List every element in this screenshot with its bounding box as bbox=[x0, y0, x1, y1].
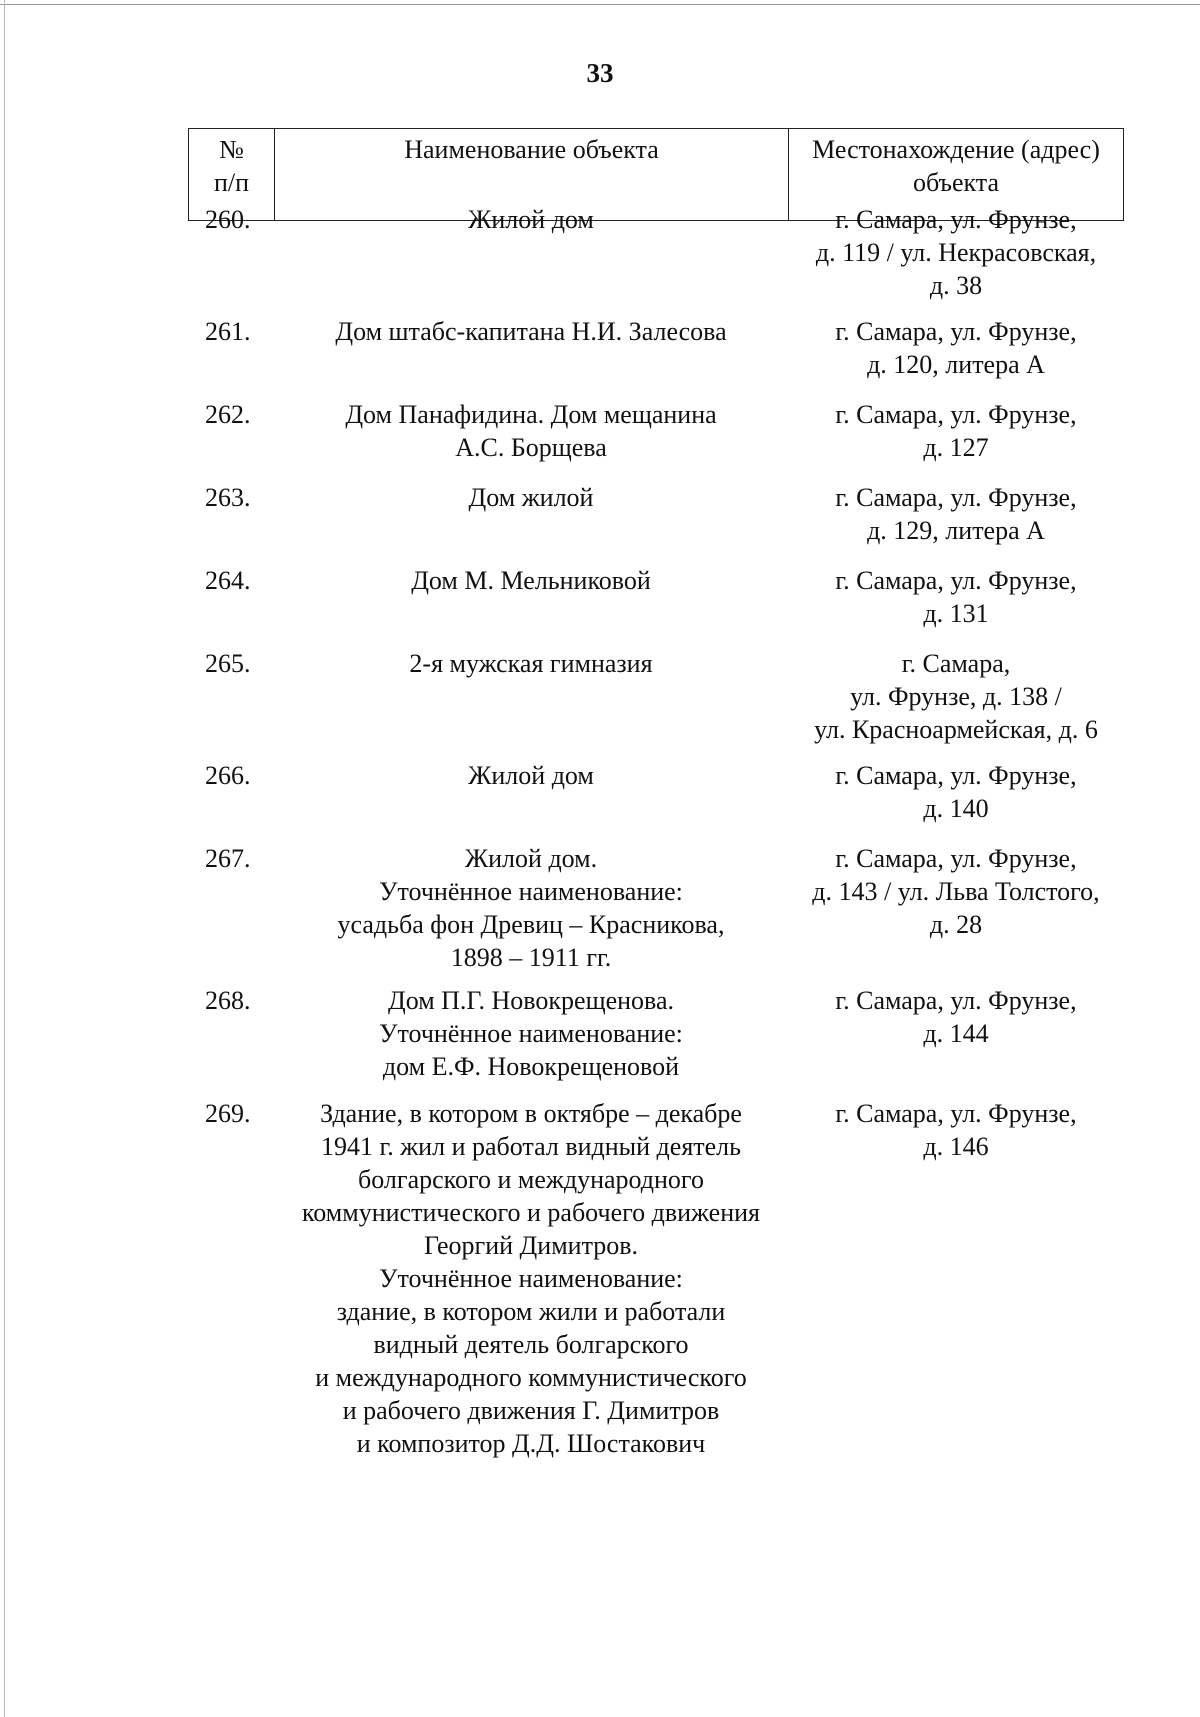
header-col-name-line: Наименование объекта bbox=[404, 135, 659, 164]
object-address-line: д. 129, литера А bbox=[867, 516, 1045, 545]
object-address bbox=[788, 481, 1124, 547]
object-name-line: здание, в котором жили и работали bbox=[336, 1297, 726, 1326]
object-name bbox=[274, 398, 788, 464]
object-address-line: д. 144 bbox=[923, 1019, 989, 1048]
object-address bbox=[788, 647, 1124, 746]
object-name-line: Жилой дом bbox=[468, 205, 594, 234]
object-name bbox=[274, 481, 788, 547]
object-name-line: А.С. Борщева bbox=[455, 433, 607, 462]
object-name-line: 1898 – 1911 гг. bbox=[450, 943, 612, 972]
object-name-line: Дом П.Г. Новокрещенова. bbox=[387, 986, 675, 1015]
object-address-line: г. Самара, ул. Фрунзе, bbox=[835, 844, 1077, 873]
object-name-line: Жилой дом. bbox=[464, 844, 598, 873]
object-name-line: Уточнённое наименование: bbox=[379, 1019, 683, 1048]
object-name-line: болгарского и международного bbox=[358, 1165, 704, 1194]
object-name bbox=[274, 564, 788, 630]
object-address-line: д. 38 bbox=[929, 271, 983, 300]
object-name-line: 1941 г. жил и работал видный деятель bbox=[320, 1132, 742, 1161]
object-name-line: и рабочего движения Г. Димитров bbox=[342, 1396, 720, 1425]
object-address-line: г. Самара, ул. Фрунзе, bbox=[835, 317, 1077, 346]
object-name-line: Здание, в котором в октябре – декабре bbox=[320, 1099, 742, 1128]
table-row bbox=[188, 481, 1124, 547]
object-name-line: и композитор Д.Д. Шостакович bbox=[356, 1429, 706, 1458]
row-number: 261. bbox=[205, 317, 251, 346]
header-col-address-line: Местонахождение (адрес) bbox=[812, 135, 1100, 164]
object-name-line: и международного коммунистического bbox=[315, 1363, 747, 1392]
header-col-number-line: п/п bbox=[213, 168, 250, 197]
object-address-line: д. 146 bbox=[923, 1132, 989, 1161]
row-number: 260. bbox=[205, 205, 251, 234]
object-address bbox=[788, 759, 1124, 825]
row-number: 265. bbox=[205, 649, 251, 678]
object-address-line: ул. Красноармейская, д. 6 bbox=[814, 715, 1098, 744]
object-address-line: г. Самара, ул. Фрунзе, bbox=[835, 986, 1077, 1015]
object-address bbox=[788, 203, 1124, 302]
table-row bbox=[188, 984, 1124, 1083]
row-number: 263. bbox=[205, 483, 251, 512]
object-name-line: дом Е.Ф. Новокрещеновой bbox=[382, 1052, 680, 1081]
object-address-line: д. 28 bbox=[929, 910, 983, 939]
object-name-line: Уточнённое наименование: bbox=[379, 877, 683, 906]
scan-edge-top bbox=[0, 4, 1200, 5]
object-address-line: ул. Фрунзе, д. 138 / bbox=[850, 682, 1062, 711]
object-name bbox=[274, 984, 788, 1083]
table-row bbox=[188, 315, 1124, 381]
object-name-line: коммунистического и рабочего движения bbox=[301, 1198, 760, 1227]
object-address bbox=[788, 398, 1124, 464]
object-address-line: г. Самара, ул. Фрунзе, bbox=[835, 566, 1077, 595]
page-number: 33 bbox=[586, 58, 614, 88]
object-address-line: д. 131 bbox=[923, 599, 989, 628]
object-address-line: д. 140 bbox=[923, 794, 989, 823]
object-address-line: г. Самара, ул. Фрунзе, bbox=[835, 1099, 1077, 1128]
object-address-line: д. 119 / ул. Некрасовская, bbox=[815, 238, 1097, 267]
table-row bbox=[188, 842, 1124, 974]
object-name-line: Уточнённое наименование: bbox=[379, 1264, 683, 1293]
row-number: 266. bbox=[205, 761, 251, 790]
object-address-line: г. Самара, ул. Фрунзе, bbox=[835, 205, 1077, 234]
header-col-number-line: № bbox=[219, 135, 244, 164]
object-address-line: г. Самара, bbox=[901, 649, 1011, 678]
object-address bbox=[788, 984, 1124, 1083]
object-name bbox=[274, 1097, 788, 1460]
object-address bbox=[788, 842, 1124, 974]
scan-edge-left bbox=[4, 0, 5, 1717]
object-name-line: Дом жилой bbox=[468, 483, 594, 512]
object-name-line: 2-я мужская гимназия bbox=[409, 649, 653, 678]
object-name bbox=[274, 759, 788, 825]
object-address-line: д. 143 / ул. Льва Толстого, bbox=[812, 877, 1100, 906]
object-address-line: г. Самара, ул. Фрунзе, bbox=[835, 483, 1077, 512]
object-name-line: Жилой дом bbox=[468, 761, 594, 790]
object-name bbox=[274, 315, 788, 381]
table-row bbox=[188, 1097, 1124, 1460]
object-name-line: Дом штабс-капитана Н.И. Залесова bbox=[335, 317, 727, 346]
object-address bbox=[788, 315, 1124, 381]
object-name-line: Дом Панафидина. Дом мещанина bbox=[345, 400, 717, 429]
row-number: 269. bbox=[205, 1099, 251, 1128]
row-number: 262. bbox=[205, 400, 251, 429]
object-name-line: Георгий Димитров. bbox=[423, 1231, 639, 1260]
object-name bbox=[274, 842, 788, 974]
object-address-line: г. Самара, ул. Фрунзе, bbox=[835, 400, 1077, 429]
object-address-line: д. 120, литера А bbox=[867, 350, 1045, 379]
object-name-line: видный деятель болгарского bbox=[373, 1330, 689, 1359]
table-row bbox=[188, 759, 1124, 825]
table-row bbox=[188, 203, 1124, 302]
row-number: 267. bbox=[205, 844, 251, 873]
row-number: 264. bbox=[205, 566, 251, 595]
object-name bbox=[274, 647, 788, 746]
table-row bbox=[188, 647, 1124, 746]
object-name-line: усадьба фон Древиц – Красникова, bbox=[337, 910, 725, 939]
row-number: 268. bbox=[205, 986, 251, 1015]
table-row bbox=[188, 564, 1124, 630]
table-row bbox=[188, 398, 1124, 464]
object-address bbox=[788, 564, 1124, 630]
object-address-line: д. 127 bbox=[923, 433, 989, 462]
object-name-line: Дом М. Мельниковой bbox=[411, 566, 651, 595]
object-name bbox=[274, 203, 788, 302]
object-address-line: г. Самара, ул. Фрунзе, bbox=[835, 761, 1077, 790]
header-col-address-line: объекта bbox=[912, 168, 1000, 197]
object-address bbox=[788, 1097, 1124, 1460]
